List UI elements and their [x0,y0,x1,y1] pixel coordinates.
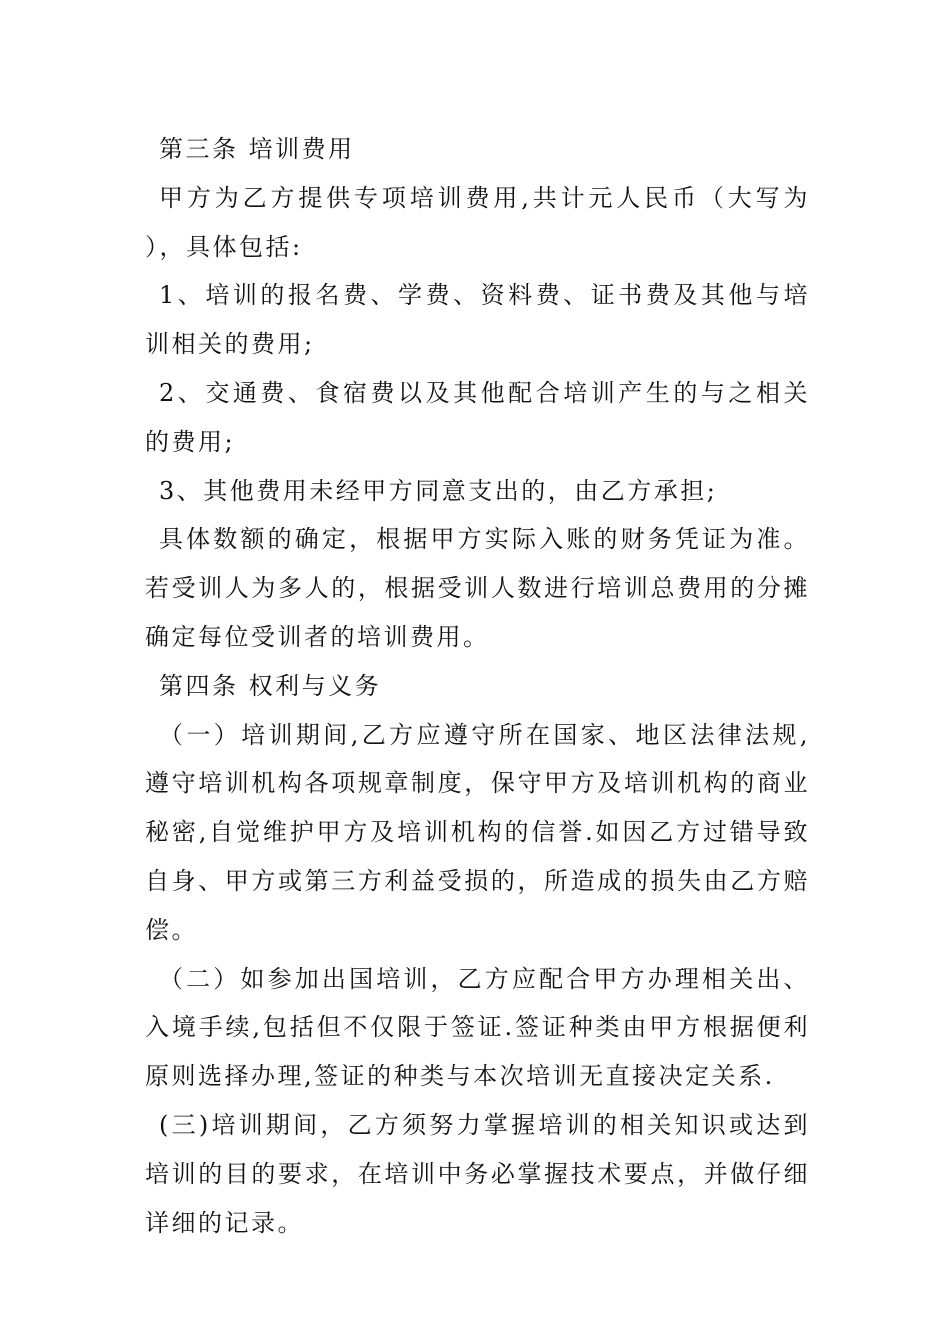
article-4-clause-3: (三)培训期间，乙方须努力掌握培训的相关知识或达到培训的目的要求，在培训中务必掌握技术要点，并做仔细详细的记录。 [145,1110,810,1237]
article-3-paragraph-1: 甲方为乙方提供专项培训费用,共计元人民币（大写为 ），具体包括: [145,183,810,261]
article-4-clause-2: （二）如参加出国培训，乙方应配合甲方办理相关出、入境手续,包括但不仅限于签证.签证种类由甲方根据便利原则选择办理,签证的种类与本次培训无直接决定关系. [145,964,810,1091]
article-4-heading: 第四条 权利与义务 [159,671,382,700]
article-3-item-1: 1、培训的报名费、学费、资料费、证书费及其他与培训相关的费用; [145,281,810,359]
document-body [145,125,810,1247]
article-3-item-2: 2、交通费、食宿费以及其他配合培训产生的与之相关的费用; [145,378,810,456]
article-4-clause-1: （一）培训期间,乙方应遵守所在国家、地区法律法规,遵守培训机构各项规章制度，保守甲方及培训机构的商业秘密,自觉维护甲方及培训机构的信誉.如因乙方过错导致自身、甲方或第三方利益受损的，所造成的损失由乙方赔偿。 [145,720,810,944]
article-3-heading: 第三条 培训费用 [159,135,355,163]
article-3-item-3: 3、其他费用未经甲方同意支出的，由乙方承担; [159,476,718,505]
article-3-paragraph-2: 具体数额的确定，根据甲方实际入账的财务凭证为准。若受训人为多人的，根据受训人数进行培训总费用的分摊确定每位受训者的培训费用。 [145,525,810,651]
